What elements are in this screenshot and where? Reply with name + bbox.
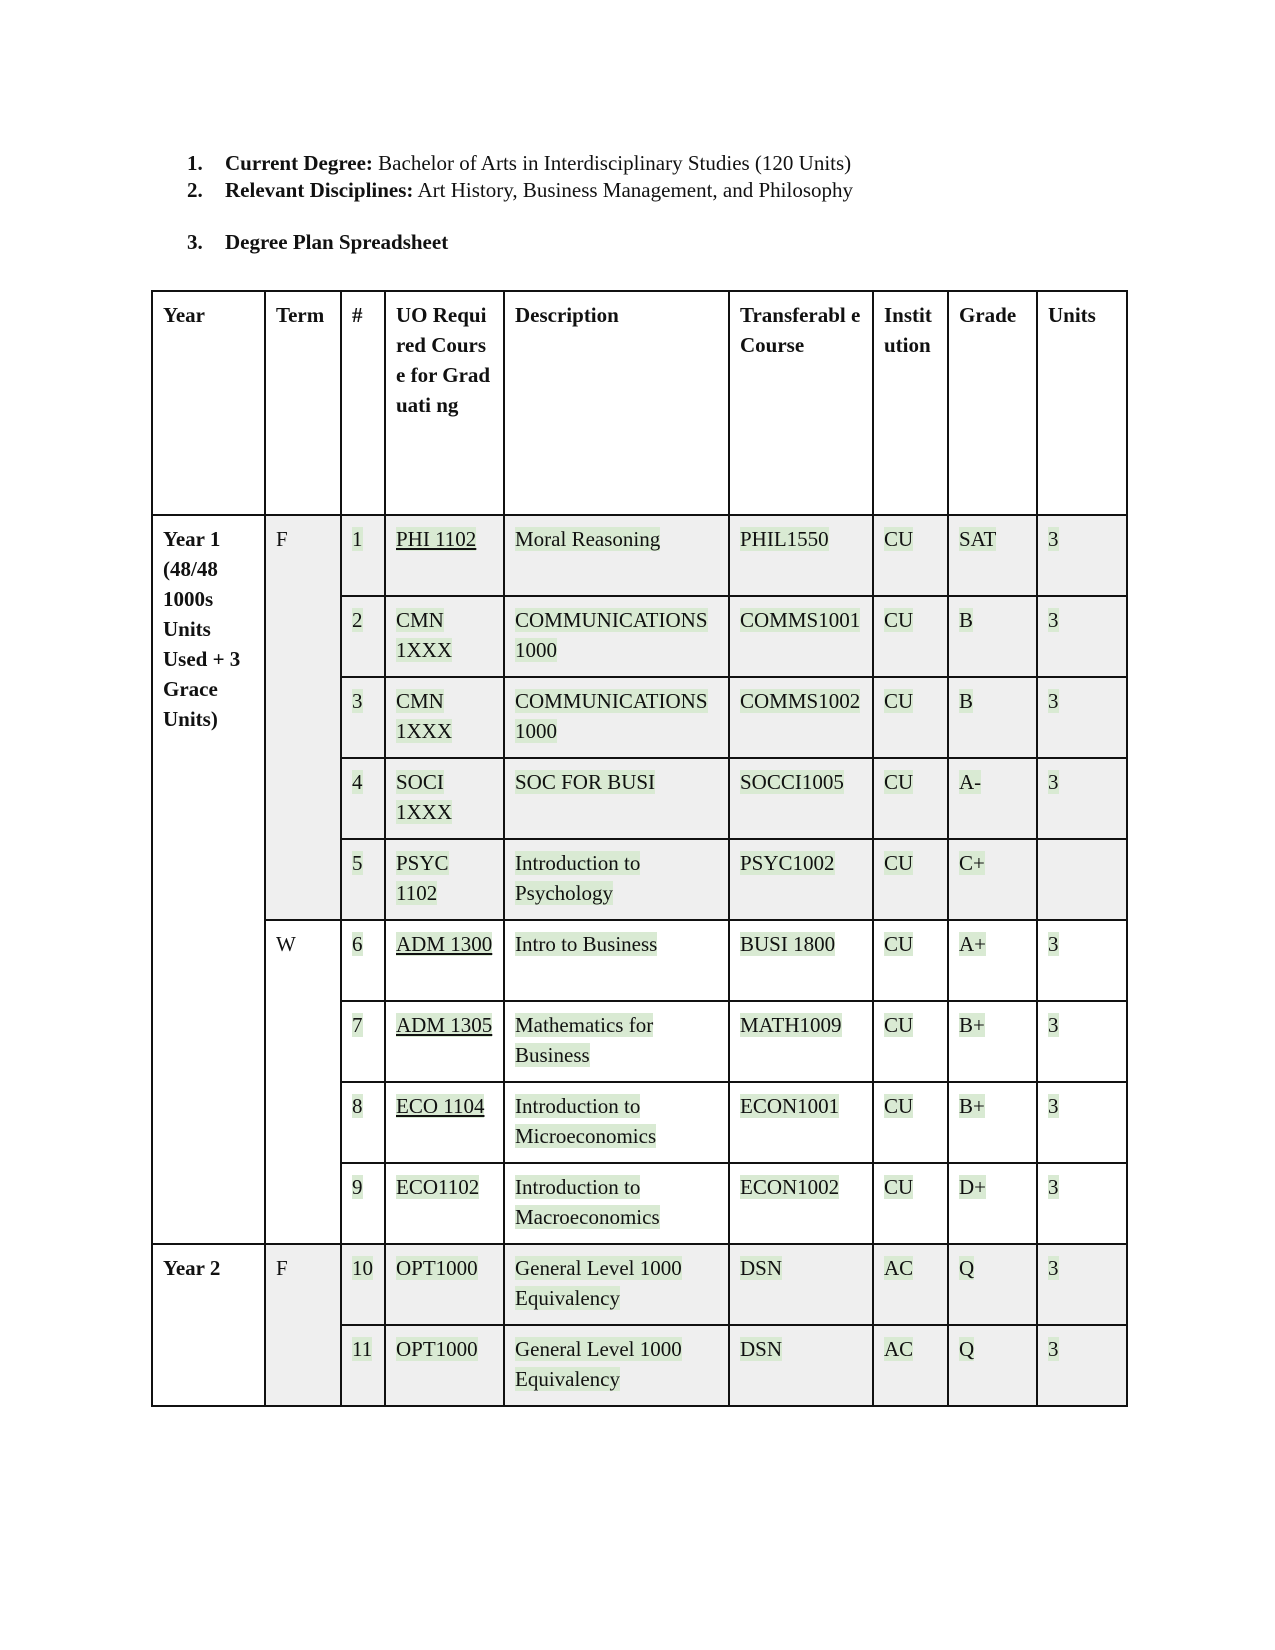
- institution: CU: [873, 1082, 948, 1163]
- header-institution: Instit ution: [873, 291, 948, 515]
- description: General Level 1000 Equivalency: [504, 1325, 729, 1406]
- header-units: Units: [1037, 291, 1127, 515]
- grade: SAT: [948, 515, 1037, 596]
- row-number: 3: [341, 677, 385, 758]
- header-number: #: [341, 291, 385, 515]
- row-number: 10: [341, 1244, 385, 1325]
- grade: A-: [948, 758, 1037, 839]
- uo-course: OPT1000: [385, 1244, 504, 1325]
- units: 3: [1037, 1001, 1127, 1082]
- description: General Level 1000 Equivalency: [504, 1244, 729, 1325]
- institution: AC: [873, 1244, 948, 1325]
- units: 3: [1037, 1325, 1127, 1406]
- row-number: 6: [341, 920, 385, 1001]
- description: Mathematics for Business: [504, 1001, 729, 1082]
- grade: B+: [948, 1082, 1037, 1163]
- uo-course-link[interactable]: ECO 1104: [396, 1094, 485, 1118]
- year-cell-year-1: Year 1 (48/48 1000s Units Used + 3 Grace Units): [152, 515, 265, 1244]
- uo-course: [385, 1001, 504, 1082]
- description: Introduction to Macroeconomics: [504, 1163, 729, 1244]
- degree-plan-heading: Degree Plan Spreadsheet: [225, 230, 449, 254]
- row-number: 2: [341, 596, 385, 677]
- relevant-disciplines-value: Art History, Business Management, and Philosophy: [413, 178, 854, 202]
- description: Introduction to Microeconomics: [504, 1082, 729, 1163]
- transfer-course: COMMS1001: [729, 596, 873, 677]
- header-transferable-course: Transferabl e Course: [729, 291, 873, 515]
- header-description: Description: [504, 291, 729, 515]
- institution: CU: [873, 515, 948, 596]
- units: 3: [1037, 920, 1127, 1001]
- grade: Q: [948, 1325, 1037, 1406]
- uo-course: SOCI 1XXX: [385, 758, 504, 839]
- units: 3: [1037, 677, 1127, 758]
- row-number: 11: [341, 1325, 385, 1406]
- row-number: 8: [341, 1082, 385, 1163]
- institution: CU: [873, 677, 948, 758]
- description: Intro to Business: [504, 920, 729, 1001]
- row-number: 5: [341, 839, 385, 920]
- units: 3: [1037, 1082, 1127, 1163]
- units: 3: [1037, 1163, 1127, 1244]
- units: [1037, 839, 1127, 920]
- transfer-course: SOCCI1005: [729, 758, 873, 839]
- description: Moral Reasoning: [504, 515, 729, 596]
- row-number: 4: [341, 758, 385, 839]
- current-degree-value: Bachelor of Arts in Interdisciplinary Studies (120 Units): [372, 151, 852, 175]
- header-grade: Grade: [948, 291, 1037, 515]
- uo-course: ECO1102: [385, 1163, 504, 1244]
- institution: CU: [873, 920, 948, 1001]
- institution: CU: [873, 758, 948, 839]
- grade: D+: [948, 1163, 1037, 1244]
- grade: Q: [948, 1244, 1037, 1325]
- transfer-course: PSYC1002: [729, 839, 873, 920]
- grade: B+: [948, 1001, 1037, 1082]
- term-cell-fall: F: [265, 515, 341, 920]
- uo-course: [385, 920, 504, 1001]
- uo-course: OPT1000: [385, 1325, 504, 1406]
- uo-course: CMN 1XXX: [385, 677, 504, 758]
- uo-course: CMN 1XXX: [385, 596, 504, 677]
- institution: CU: [873, 839, 948, 920]
- uo-course: PSYC 1102: [385, 839, 504, 920]
- uo-course: [385, 515, 504, 596]
- units: 3: [1037, 515, 1127, 596]
- degree-plan-table: [151, 290, 1128, 1407]
- description: COMMUNICATIONS 1000: [504, 596, 729, 677]
- grade: B: [948, 596, 1037, 677]
- uo-course-link[interactable]: PHI 1102: [396, 527, 477, 551]
- transfer-course: ECON1001: [729, 1082, 873, 1163]
- institution: AC: [873, 1325, 948, 1406]
- transfer-course: BUSI 1800: [729, 920, 873, 1001]
- uo-course: [385, 1082, 504, 1163]
- header-year: Year: [152, 291, 265, 515]
- relevant-disciplines-label: Relevant Disciplines:: [225, 178, 414, 202]
- transfer-course: ECON1002: [729, 1163, 873, 1244]
- row-number: 9: [341, 1163, 385, 1244]
- uo-course-link[interactable]: ADM 1300: [396, 932, 493, 956]
- institution: CU: [873, 1001, 948, 1082]
- list-number: 3.: [187, 230, 203, 254]
- units: 3: [1037, 596, 1127, 677]
- list-number: 1.: [187, 151, 203, 175]
- table-row: [152, 1244, 1127, 1325]
- description: COMMUNICATIONS 1000: [504, 677, 729, 758]
- description: Introduction to Psychology: [504, 839, 729, 920]
- grade: C+: [948, 839, 1037, 920]
- table-row: [152, 515, 1127, 596]
- term-cell-fall-year-2: F: [265, 1244, 341, 1406]
- description: SOC FOR BUSI: [504, 758, 729, 839]
- header-term: Term: [265, 291, 341, 515]
- institution: CU: [873, 1163, 948, 1244]
- transfer-course: COMMS1002: [729, 677, 873, 758]
- term-cell-winter: W: [265, 920, 341, 1244]
- year-cell-year-2: Year 2: [152, 1244, 265, 1406]
- table-row: [152, 920, 1127, 1001]
- grade: A+: [948, 920, 1037, 1001]
- units: 3: [1037, 758, 1127, 839]
- current-degree-label: Current Degree:: [225, 151, 373, 175]
- transfer-course: DSN: [729, 1244, 873, 1325]
- transfer-course: DSN: [729, 1325, 873, 1406]
- grade: B: [948, 677, 1037, 758]
- units: 3: [1037, 1244, 1127, 1325]
- list-number: 2.: [187, 178, 203, 202]
- table-header-row: [152, 291, 1127, 515]
- institution: CU: [873, 596, 948, 677]
- row-number: 1: [341, 515, 385, 596]
- transfer-course: MATH1009: [729, 1001, 873, 1082]
- header-uo-required-course: UO Required Course for Graduati ng: [385, 291, 504, 515]
- transfer-course: PHIL1550: [729, 515, 873, 596]
- uo-course-link[interactable]: ADM 1305: [396, 1013, 493, 1037]
- row-number: 7: [341, 1001, 385, 1082]
